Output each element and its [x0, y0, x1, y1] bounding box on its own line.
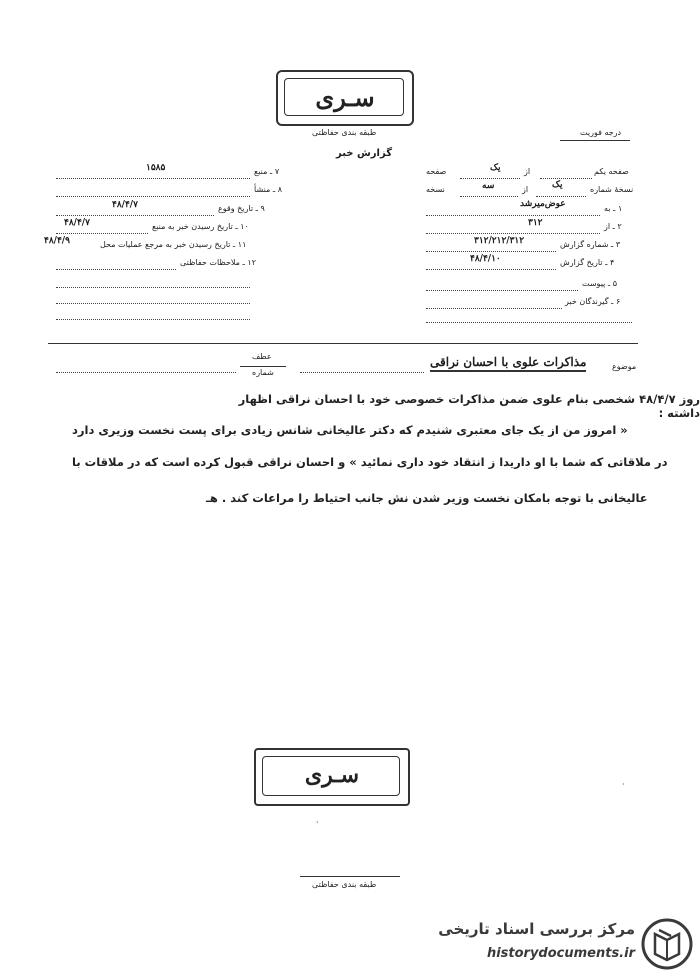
copy-suffix: نسخه: [426, 185, 445, 194]
subject-value: مذاکرات علوی با احسان نراقی: [430, 355, 586, 372]
remarks-dots-2: [56, 287, 250, 288]
report-no-label: ۳ ـ شماره گزارش: [560, 240, 621, 249]
classification-label: طبقه بندی حفاظتی: [312, 128, 377, 137]
event-date-dots: [56, 215, 214, 216]
source-label: ۷ ـ منبع: [254, 167, 280, 176]
reference-top: عطف: [252, 352, 272, 361]
degree-label: درجه فوریت: [580, 128, 622, 137]
delivered-date-label: ۱۱ ـ تاریخ رسیدن خبر به مرجع عملیات محل: [100, 240, 247, 249]
recipients-dots: [426, 308, 562, 309]
attachment-label: ۵ ـ پیوست: [582, 279, 618, 288]
copy-dots: [536, 196, 586, 197]
bottom-classification-label: طبقه بندی حفاظتی: [312, 880, 377, 889]
bottom-stamp-text: سـری: [304, 762, 360, 788]
report-date-value: ۴۸/۴/۱۰: [470, 254, 501, 264]
form-title: گزارش خبر: [336, 148, 393, 159]
book-icon: [641, 918, 693, 970]
origin-label: ۸ ـ منشأ: [254, 185, 282, 194]
footer-dot-2: ·: [622, 780, 625, 789]
top-classification-stamp: [276, 70, 414, 126]
bottom-classification-stamp: [254, 748, 410, 806]
recipients-label: ۶ ـ گیرندگان خبر: [565, 297, 621, 306]
report-no-value: ۳۱۲/۲۱۲/۳۱۲: [474, 236, 525, 246]
to-label: ۱ ـ به: [604, 204, 623, 213]
origin-dots: [56, 196, 250, 197]
copy-dots-2: [460, 196, 518, 197]
reference-divider: [240, 366, 286, 367]
remarks-dots: [56, 269, 176, 270]
report-no-dots: [426, 251, 556, 252]
recipients-dots-2: [426, 322, 632, 323]
delivered-date-value: ۴۸/۴/۹: [44, 236, 70, 246]
subject-label: موضوع: [612, 362, 637, 371]
from-dots: [426, 233, 600, 234]
header-separator: [48, 343, 638, 344]
copy-prefix: نسخهٔ شماره: [590, 185, 634, 194]
subject-left-dots: [56, 372, 236, 373]
attachment-dots: [426, 290, 578, 291]
event-date-label: ۹ ـ تاریخ وقوع: [218, 204, 265, 213]
body-line-2: « امروز من از یک جای معتبری شنیدم که دکتر عالیخانی شانس زیادی برای پست نخست وزیری دارد: [72, 423, 628, 437]
watermark-url: historydocuments.ir: [486, 946, 635, 961]
to-value: عوض‌میرشد: [520, 199, 566, 209]
reference-bottom: شماره: [252, 368, 274, 377]
received-date-label: ۱۰ ـ تاریخ رسیدن خبر به منبع: [152, 222, 249, 231]
report-date-dots: [426, 269, 556, 270]
page-of: از: [524, 167, 531, 176]
page-suffix: صفحه: [426, 167, 447, 176]
remarks-dots-3: [56, 303, 250, 304]
remarks-dots-4: [56, 319, 250, 320]
to-dots: [426, 215, 600, 216]
page-prefix: صفحه یکم: [594, 167, 629, 176]
copy-count: سه: [482, 181, 495, 191]
received-date-value: ۴۸/۴/۷: [64, 218, 90, 228]
source-value: ۱۵۸۵: [146, 163, 166, 173]
reference-box: [240, 354, 286, 380]
stamp-text: سـری: [315, 83, 375, 112]
received-date-dots: [56, 233, 148, 234]
subject-dots: [300, 372, 424, 373]
footer-dot: ·: [316, 818, 319, 827]
page-handwritten: یک: [490, 163, 501, 173]
event-date-value: ۴۸/۴/۷: [112, 200, 138, 210]
footer-line: [300, 876, 400, 877]
body-line-3: در ملاقاتی که شما با او داریدا ز انتقاد خود داری نمائید » و احسان نراقی قبول کرده است که در ملاقات با: [72, 455, 668, 469]
watermark: [410, 916, 695, 972]
degree-underline: [560, 140, 630, 141]
body-line-4: عالیخانی با توجه بامکان نخست وزیر شدن نش جانب احتیاط را مراعات کند . هـ: [206, 491, 648, 505]
source-dots: [56, 178, 250, 179]
report-date-label: ۴ ـ تاریخ گزارش: [560, 258, 615, 267]
watermark-title: مرکز بررسی اسناد تاریخی: [438, 920, 635, 938]
remarks-label: ۱۲ ـ ملاحظات حفاظتی: [180, 258, 256, 267]
page-dots-2: [460, 178, 520, 179]
page-dots: [540, 178, 592, 179]
copy-of: از: [522, 185, 529, 194]
from-value: ۳۱۲: [528, 218, 543, 228]
body-line-1: روز ۴۸/۴/۷ شخصی بنام علوی ضمن مذاکرات خصوصی خود با احسان نراقی اظهار داشته :: [238, 392, 700, 420]
copy-handwritten: یک: [552, 180, 563, 190]
from-label: ۲ ـ از: [604, 222, 622, 231]
